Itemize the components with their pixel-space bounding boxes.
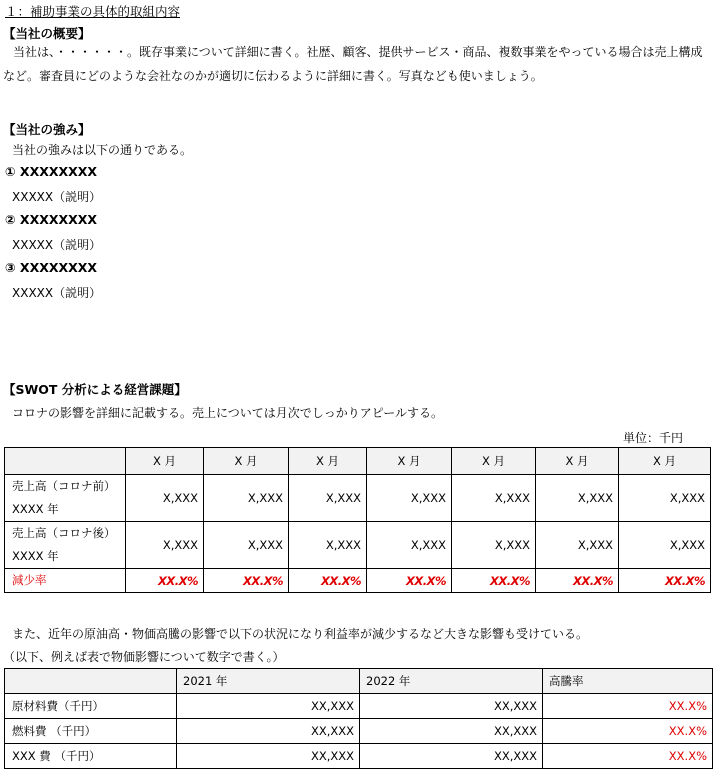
decline-rate-value: XX.X% <box>289 569 367 593</box>
cost-header-row <box>5 669 713 694</box>
swot-heading: 【SWOT 分析による経営課題】 <box>3 382 187 397</box>
cost-header-rate: 高騰率 <box>543 669 713 694</box>
strengths-intro: 当社の強みは以下の通りである。 <box>12 143 193 157</box>
unit-label: 単位：千円 <box>623 431 684 445</box>
sales-value: X,XXX <box>204 475 289 522</box>
cost-header-blank <box>5 669 177 694</box>
row-label-line1: 売上高（コロナ後） <box>12 526 116 540</box>
overview-heading: 【当社の概要】 <box>3 26 91 41</box>
cost-2022-value: XX,XXX <box>360 694 543 719</box>
cost-row-label: 燃料費 （千円） <box>5 719 177 744</box>
cost-rate-value: XX.X% <box>543 719 713 744</box>
cost-row <box>5 719 713 744</box>
sales-value: X,XXX <box>452 475 536 522</box>
sales-value: X,XXX <box>536 522 619 569</box>
row-label-line2: XXXX 年 <box>12 549 59 563</box>
sales-value: X,XXX <box>619 522 711 569</box>
decline-rate-value: XX.X% <box>204 569 289 593</box>
cost-2021-value: XX,XXX <box>177 744 360 769</box>
cost-rate-value: XX.X% <box>543 694 713 719</box>
sales-value: X,XXX <box>126 522 204 569</box>
cost-row-label: XXX 費 （千円） <box>5 744 177 769</box>
strength-item-3-title: ③ XXXXXXXX <box>5 260 98 275</box>
month-header: X 月 <box>619 448 711 475</box>
sales-value: X,XXX <box>126 475 204 522</box>
strengths-heading: 【当社の強み】 <box>3 122 91 137</box>
cost-header-2022: 2022 年 <box>360 669 543 694</box>
cost-row-label: 原材料費（千円） <box>5 694 177 719</box>
decline-rate-label: 減少率 <box>5 569 126 593</box>
cost-row <box>5 694 713 719</box>
month-header: X 月 <box>452 448 536 475</box>
cost-rate-value: XX.X% <box>543 744 713 769</box>
strength-item-1-title: ① XXXXXXXX <box>5 164 98 179</box>
price-impact-line1: また、近年の原油高・物価高騰の影響で以下の状況になり利益率が減少するなど大きな影響も受けている。 <box>12 627 589 641</box>
overview-body: 当社は、・・・・・・。既存事業について詳細に書く。社歴、顧客、提供サービス・商品、複数事業をやっている場合は売上構成など。審査員にどのような会社なのかが適切に伝わるように詳細に書く。写真なども使いましょう。 <box>3 45 703 83</box>
decline-rate-row <box>5 569 711 593</box>
decline-rate-value: XX.X% <box>619 569 711 593</box>
month-header: X 月 <box>126 448 204 475</box>
sales-after-row <box>5 522 711 569</box>
cost-2022-value: XX,XXX <box>360 744 543 769</box>
sales-value: X,XXX <box>619 475 711 522</box>
sales-value: X,XXX <box>452 522 536 569</box>
row-label <box>5 475 126 522</box>
header-blank-cell <box>5 448 126 475</box>
sales-value: X,XXX <box>367 475 452 522</box>
strength-item-1-desc: XXXXX（説明） <box>12 190 102 204</box>
price-impact-line2: （以下、例えば表で物価影響について数字で書く。） <box>3 650 285 664</box>
decline-rate-value: XX.X% <box>452 569 536 593</box>
sales-value: X,XXX <box>367 522 452 569</box>
strength-item-2-title: ② XXXXXXXX <box>5 212 98 227</box>
sales-header-row <box>5 448 711 475</box>
month-header: X 月 <box>204 448 289 475</box>
month-header: X 月 <box>367 448 452 475</box>
strength-item-2-desc: XXXXX（説明） <box>12 238 102 252</box>
document-title: １：補助事業の具体的取組内容 <box>5 4 181 19</box>
decline-rate-value: XX.X% <box>126 569 204 593</box>
sales-value: X,XXX <box>204 522 289 569</box>
month-header: X 月 <box>289 448 367 475</box>
decline-rate-value: XX.X% <box>536 569 619 593</box>
cost-table <box>4 668 713 769</box>
strength-item-3-desc: XXXXX（説明） <box>12 286 102 300</box>
month-header: X 月 <box>536 448 619 475</box>
sales-value: X,XXX <box>289 522 367 569</box>
sales-table <box>4 447 711 593</box>
row-label-line2: XXXX 年 <box>12 502 59 516</box>
cost-2022-value: XX,XXX <box>360 719 543 744</box>
cost-header-2021: 2021 年 <box>177 669 360 694</box>
sales-value: X,XXX <box>536 475 619 522</box>
decline-rate-value: XX.X% <box>367 569 452 593</box>
cost-row <box>5 744 713 769</box>
cost-2021-value: XX,XXX <box>177 694 360 719</box>
row-label-line1: 売上高（コロナ前） <box>12 479 116 493</box>
sales-before-row <box>5 475 711 522</box>
row-label <box>5 522 126 569</box>
cost-2021-value: XX,XXX <box>177 719 360 744</box>
swot-body: コロナの影響を詳細に記載する。売上については月次でしっかりアピールする。 <box>12 406 444 420</box>
sales-value: X,XXX <box>289 475 367 522</box>
